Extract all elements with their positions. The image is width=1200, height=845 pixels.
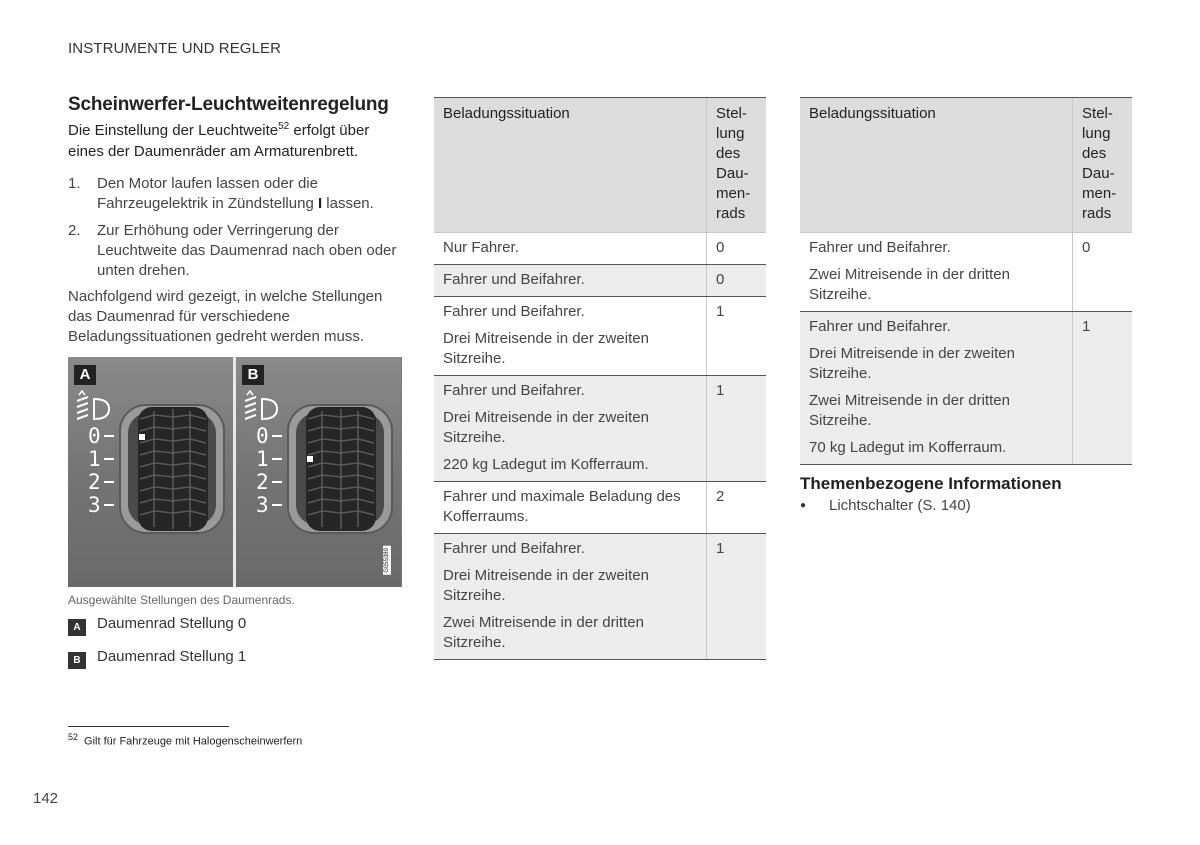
situation-line: Fahrer und Beifahrer. — [443, 271, 585, 288]
situation-line: Zwei Mitreisende in der dritten Sitzreihe. — [809, 266, 1010, 303]
table-row — [434, 265, 766, 297]
header-situation: Beladungssituation — [434, 98, 707, 233]
situation-line: Nur Fahrer. — [443, 239, 519, 256]
position-cell: 0 — [1073, 233, 1132, 312]
related-list — [800, 496, 971, 516]
thumbwheel-illustration-a — [68, 357, 233, 587]
table-body — [800, 233, 1132, 465]
situation-cell — [434, 376, 707, 482]
situation-line: Drei Mitreisende in der zweiten Sitzreihe. — [443, 409, 649, 446]
situation-line: Fahrer und Beifahrer. — [443, 382, 585, 399]
footnote-text: Gilt für Fahrzeuge mit Halogenscheinwerfern — [84, 735, 303, 748]
position-cell: 1 — [707, 534, 766, 660]
step-bold: I — [317, 195, 323, 212]
situation-line: Drei Mitreisende in der zweiten Sitzreihe. — [443, 567, 649, 604]
loading-table-1 — [434, 97, 766, 660]
header-position — [707, 98, 766, 233]
figure-caption: Ausgewählte Stellungen des Daumenrads. — [68, 593, 295, 607]
footnote — [68, 732, 302, 748]
related-link-light-switch[interactable]: ● Lichtschalter (S. 140) — [800, 496, 971, 516]
header-position-line: rads — [1082, 205, 1112, 222]
thumbwheel-illustration-b — [236, 357, 401, 587]
situation-cell — [800, 312, 1073, 465]
scale-label-0: 0 — [88, 424, 101, 448]
header-position-line: Dau- — [1082, 165, 1115, 182]
situation-cell — [800, 233, 1073, 312]
position-cell: 1 — [707, 297, 766, 376]
situation-cell — [434, 534, 707, 660]
scale-label-2: 2 — [88, 470, 101, 494]
situation-line: Zwei Mitreisende in der dritten Sitzreihe. — [809, 392, 1010, 429]
footnote-ref[interactable]: 52 — [278, 121, 290, 132]
table-header-row — [434, 98, 766, 233]
scale-label-3: 3 — [88, 493, 101, 517]
situation-cell — [434, 233, 707, 265]
situation-cell — [434, 265, 707, 297]
header-position-line: Stel- — [1082, 105, 1113, 122]
page-header: INSTRUMENTE UND REGLER — [68, 40, 282, 57]
situation-line: Fahrer und Beifahrer. — [809, 318, 951, 335]
scale-label-0: 0 — [256, 424, 269, 448]
step-text-end: lassen. — [322, 195, 374, 212]
situation-line: 70 kg Ladegut im Kofferraum. — [809, 439, 1007, 456]
legend-badge-a: A — [68, 619, 86, 636]
position-cell: 1 — [1073, 312, 1132, 465]
header-position-line: Stel- — [716, 105, 747, 122]
footnote-number: 52 — [68, 732, 79, 742]
table-row — [434, 482, 766, 534]
situation-line: Drei Mitreisende in der zweiten Sitzreihe. — [443, 330, 649, 367]
figure-id: G055389 — [384, 548, 390, 573]
table-row — [800, 233, 1132, 312]
situation-cell — [434, 297, 707, 376]
header-position-line: lung — [1082, 125, 1111, 142]
step-item — [68, 221, 403, 281]
panel-a-badge: A — [74, 365, 96, 385]
table-row — [434, 376, 766, 482]
table-row — [434, 534, 766, 660]
header-position-lines — [1082, 104, 1123, 224]
situation-line: Drei Mitreisende in der zweiten Sitzreihe. — [809, 345, 1015, 382]
table-row — [434, 233, 766, 265]
legend-text: Daumenrad Stellung 0 — [97, 615, 247, 632]
footnote-rule — [68, 726, 229, 727]
intro-paragraph — [68, 120, 403, 162]
thumbwheel-figure — [68, 357, 402, 587]
header-position-line: lung — [716, 125, 745, 142]
intro-text-end: erfolgt über eines der Daumenräder am Armaturenbrett. — [68, 122, 370, 160]
header-position — [1073, 98, 1132, 233]
header-position-line: Dau- — [716, 165, 749, 182]
situation-line: 220 kg Ladegut im Kofferraum. — [443, 456, 649, 473]
situation-line: Fahrer und Beifahrer. — [809, 239, 951, 256]
figure-panel-b — [236, 357, 401, 587]
position-cell: 0 — [707, 265, 766, 297]
situation-line: Fahrer und Beifahrer. — [443, 303, 585, 320]
scale-label-1: 1 — [256, 447, 269, 471]
position-cell: 0 — [707, 233, 766, 265]
header-position-line: des — [716, 145, 741, 162]
legend-badge-b: B — [68, 652, 86, 669]
step-number: 2. — [68, 222, 81, 239]
legend-text: Daumenrad Stellung 1 — [97, 648, 247, 665]
table-row — [434, 297, 766, 376]
header-position-line: rads — [716, 205, 746, 222]
step-text: Den Motor laufen lassen oder die Fahrzeugelektrik in Zündstellung — [97, 175, 318, 212]
header-position-line: men- — [716, 185, 751, 202]
loading-table-2 — [800, 97, 1132, 465]
position-cell: 1 — [707, 376, 766, 482]
header-position-lines — [716, 104, 757, 224]
situation-line: Fahrer und Beifahrer. — [443, 540, 585, 557]
panel-b-badge: B — [242, 365, 264, 385]
step-text: Zur Erhöhung oder Verringerung der Leuchtweite das Daumenrad nach oben oder unten drehen. — [97, 222, 397, 279]
scale-label-3: 3 — [256, 493, 269, 517]
step-number: 1. — [68, 175, 81, 192]
situation-cell — [434, 482, 707, 534]
table-header-row — [800, 98, 1132, 233]
situation-line: Fahrer und maximale Beladung des Kofferraums. — [443, 488, 681, 525]
position-cell: 2 — [707, 482, 766, 534]
page-number: 142 — [33, 790, 59, 807]
intro-text-start: Die Einstellung der Leuchtweite — [68, 122, 279, 139]
scale-label-1: 1 — [88, 447, 101, 471]
header-situation: Beladungssituation — [800, 98, 1073, 233]
step-item — [68, 174, 403, 214]
table-body — [434, 233, 766, 660]
section-title: Scheinwerfer-Leuchtweitenregelung — [68, 94, 389, 115]
related-title: Themenbezogene Informationen — [800, 474, 1062, 493]
table-row — [800, 312, 1132, 465]
scale-label-2: 2 — [256, 470, 269, 494]
header-position-line: des — [1082, 145, 1107, 162]
situation-line: Zwei Mitreisende in der dritten Sitzreihe. — [443, 614, 644, 651]
figure-panel-a — [68, 357, 233, 587]
steps-list — [68, 174, 403, 288]
loading-explanation: Nachfolgend wird gezeigt, in welche Stellungen das Daumenrad für verschiedene Beladungssituationen gedreht werden muss. — [68, 288, 383, 345]
header-position-line: men- — [1082, 185, 1117, 202]
